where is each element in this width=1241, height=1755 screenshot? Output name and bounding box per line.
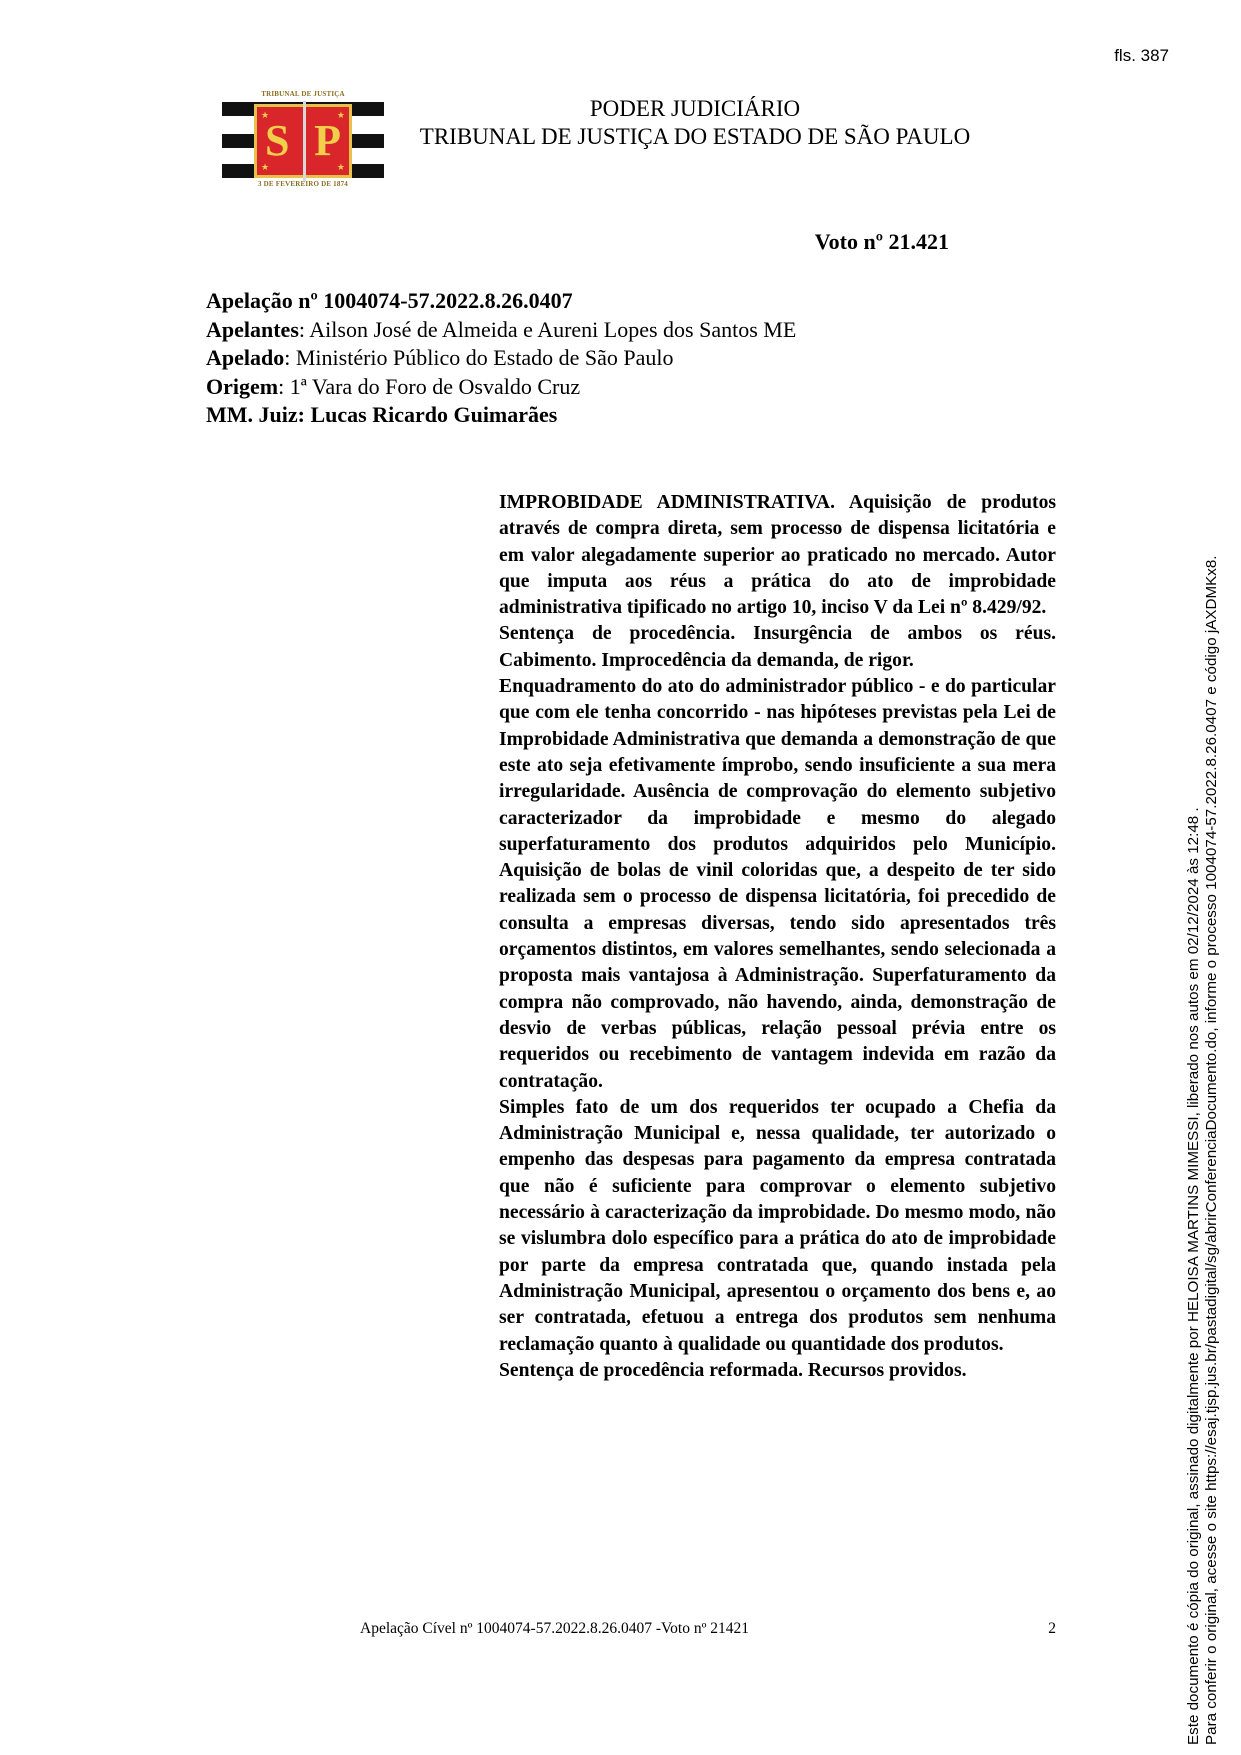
ementa-paragraph: Sentença de procedência reformada. Recursos providos. bbox=[499, 1359, 967, 1381]
ementa bbox=[499, 490, 1056, 1384]
judge-name: MM. Juiz: Lucas Ricardo Guimarães bbox=[206, 402, 558, 427]
apelado-label: Apelado bbox=[206, 345, 285, 370]
digital-signature-stamp bbox=[1185, 555, 1221, 1745]
apelacao-number: Apelação nº 1004074-57.2022.8.26.0407 bbox=[206, 288, 573, 313]
ementa-paragraph: IMPROBIDADE ADMINISTRATIVA. Aquisição de produtos através de compra direta, sem processo de dispensa licitatória e em valor alegadamente superior ao praticado no mercado. Autor que imputa aos réus a prática do ato de improbidade administrativa tipificado no artigo 10, inciso V da Lei nº 8.429/92. bbox=[499, 492, 1056, 619]
origem-label: Origem bbox=[206, 373, 279, 399]
star-icon: ★ bbox=[336, 110, 345, 120]
logo-letter-s: S bbox=[265, 116, 290, 165]
apelantes-value: : Ailson José de Almeida e Aureni Lopes dos Santos ME bbox=[298, 316, 797, 342]
star-icon: ★ bbox=[336, 162, 345, 172]
star-icon: ★ bbox=[261, 110, 270, 120]
logo-letter-p: P bbox=[314, 116, 341, 165]
stamp-line-2: Para conferir o original, acesse o site https://esaj.tjsp.jus.br/pastadigital/sg/abrirConferenciaDocumento.do, informe o processo 1004074-57.2022.8.26.0407 e código jAXDMKx8. bbox=[1203, 555, 1220, 1745]
apelantes-label: Apelantes bbox=[206, 316, 299, 342]
header-line-1: PODER JUDICIÁRIO bbox=[589, 96, 801, 121]
logo-caption-top: TRIBUNAL DE JUSTIÇA bbox=[261, 90, 345, 98]
header-line-2: TRIBUNAL DE JUSTIÇA DO ESTADO DE SÃO PAULO bbox=[419, 124, 971, 149]
page-stamp: fls. 387 bbox=[1114, 46, 1169, 65]
page-footer bbox=[360, 1620, 1056, 1638]
document-header bbox=[380, 95, 1010, 151]
ementa-paragraph: Simples fato de um dos requeridos ter ocupado a Chefia da Administração Municipal e, nessa qualidade, ter autorizado o empenho das despesas para pagamento da empresa contratada que não é suficiente para comprovar o elemento subjetivo necessário à caracterização da improbidade. Do mesmo modo, não se vislumbra dolo específico para a prática do ato de improbidade por parte da empresa contratada que, quando instada pela Administração Municipal, apresentou o orçamento dos bens e, ao ser contratada, efetuou a entrega dos produtos sem nenhuma reclamação quanto à qualidade ou quantidade dos produtos. bbox=[499, 1096, 1056, 1355]
page-number: 2 bbox=[1048, 1620, 1056, 1637]
logo-shield-icon bbox=[254, 104, 352, 178]
logo-caption-bottom: 3 DE FEVEREIRO DE 1874 bbox=[258, 180, 348, 188]
apelado-value: : Ministério Público do Estado de São Paulo bbox=[284, 345, 674, 370]
ementa-paragraph: Sentença de procedência. Insurgência de ambos os réus. Cabimento. Improcedência da demanda, de rigor. bbox=[499, 623, 1056, 671]
court-logo bbox=[222, 90, 384, 190]
footer-reference: Apelação Cível nº 1004074-57.2022.8.26.0407 -Voto nº 21421 bbox=[360, 1620, 750, 1637]
voto-number: Voto nº 21.421 bbox=[814, 229, 949, 254]
stamp-line-1: Este documento é cópia do original, assinado digitalmente por HELOISA MARTINS MIMESSI, liberado nos autos em 02/12/2024 às 12:48 . bbox=[1185, 807, 1202, 1745]
star-icon: ★ bbox=[261, 162, 270, 172]
sword-icon bbox=[303, 101, 306, 181]
case-info bbox=[206, 287, 796, 430]
ementa-paragraph: Enquadramento do ato do administrador público - e do particular que com ele tenha concorrido - nas hipóteses previstas pela Lei de Improbidade Administrativa que demanda a demonstração de que este ato seja efetivamente ímprobo, sendo insuficiente a sua mera irregularidade. Ausência de comprovação do elemento subjetivo caracterizador da improbidade e mesmo do alegado superfaturamento dos produtos adquiridos pelo Município. Aquisição de bolas de vinil coloridas que, a despeito de ter sido realizada sem o processo de dispensa licitatória, foi precedido de consulta a empresas diversas, tendo sido apresentados três orçamentos distintos, em valores semelhantes, sendo selecionada a proposta mais vantajosa à Administração. Superfaturamento da compra não comprovado, não havendo, ainda, demonstração de desvio de verbas públicas, relação pessoal prévia entre os requeridos ou recebimento de vantagem indevida em razão da contratação. bbox=[499, 676, 1056, 1092]
origem-value: : 1ª Vara do Foro de Osvaldo Cruz bbox=[278, 373, 581, 399]
